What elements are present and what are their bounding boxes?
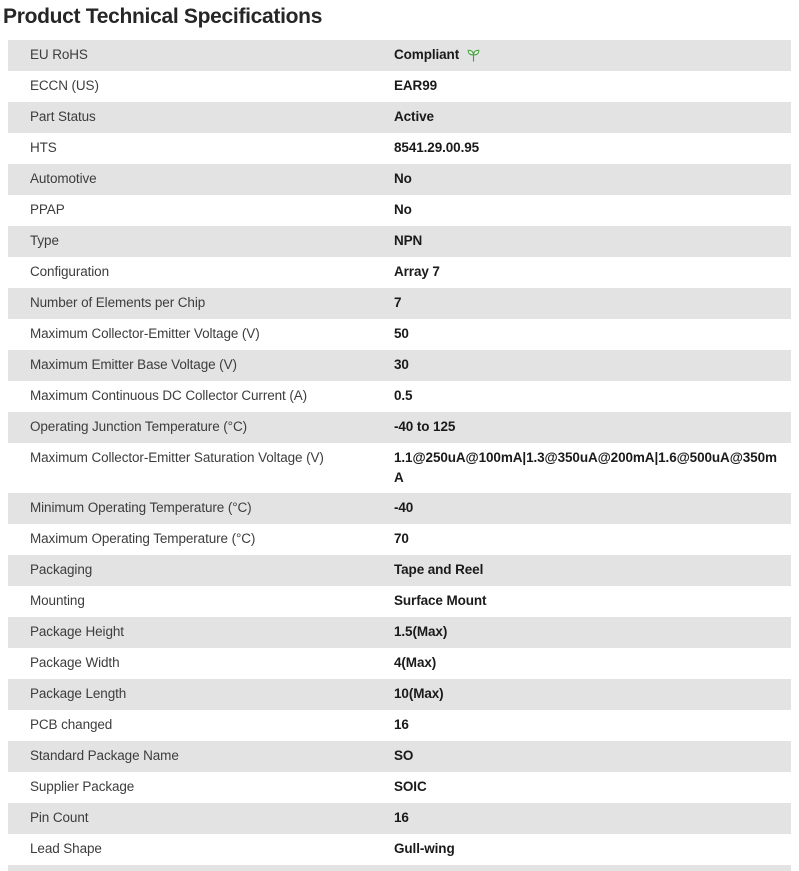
spec-value: NPN xyxy=(394,233,423,248)
table-row xyxy=(8,133,791,164)
spec-value: Surface Mount xyxy=(394,593,487,608)
table-row xyxy=(8,350,791,381)
table-row xyxy=(8,834,791,865)
spec-label: Type xyxy=(30,233,59,248)
table-row xyxy=(8,803,791,834)
page-title: Product Technical Specifications xyxy=(3,5,323,28)
table-row xyxy=(8,493,791,524)
table-row xyxy=(8,524,791,555)
table-row xyxy=(8,71,791,102)
spec-value-cell xyxy=(394,169,791,189)
spec-value-cell xyxy=(394,560,791,580)
spec-value: 1.1@250uA@100mA|1.3@350uA@200mA|1.6@500uA@350mA xyxy=(394,450,777,485)
spec-table xyxy=(8,40,791,865)
spec-value-cell xyxy=(394,839,791,859)
spec-value: 7 xyxy=(394,295,402,310)
table-row xyxy=(8,381,791,412)
table-row xyxy=(8,679,791,710)
spec-label: Maximum Collector-Emitter Saturation Voltage (V) xyxy=(30,450,324,465)
table-row xyxy=(8,226,791,257)
table-row xyxy=(8,648,791,679)
table-row xyxy=(8,195,791,226)
spec-value: 50 xyxy=(394,326,409,341)
spec-value: 70 xyxy=(394,531,409,546)
spec-label: Operating Junction Temperature (°C) xyxy=(30,419,248,434)
spec-label: EU RoHS xyxy=(30,47,88,62)
spec-value-cell xyxy=(394,45,791,65)
spec-value-cell xyxy=(394,76,791,96)
spec-value: 1.5(Max) xyxy=(394,624,448,639)
spec-value: 0.5 xyxy=(394,388,413,403)
spec-label: Package Width xyxy=(30,655,120,670)
spec-value: 16 xyxy=(394,810,409,825)
spec-label: HTS xyxy=(30,140,57,155)
spec-value: SOIC xyxy=(394,779,427,794)
table-row xyxy=(8,443,791,493)
spec-value-cell xyxy=(394,293,791,313)
spec-label: Pin Count xyxy=(30,810,89,825)
spec-label: Part Status xyxy=(30,109,96,124)
table-row xyxy=(8,164,791,195)
spec-value-cell xyxy=(394,324,791,344)
spec-value-cell xyxy=(394,529,791,549)
spec-label: Minimum Operating Temperature (°C) xyxy=(30,500,252,515)
spec-value: Tape and Reel xyxy=(394,562,484,577)
spec-value: 30 xyxy=(394,357,409,372)
spec-label: Number of Elements per Chip xyxy=(30,295,206,310)
spec-value-cell xyxy=(394,777,791,797)
spec-value-cell xyxy=(394,591,791,611)
spec-value-cell xyxy=(394,231,791,251)
table-row xyxy=(8,586,791,617)
spec-value-cell xyxy=(394,715,791,735)
spec-value-cell xyxy=(394,200,791,220)
spec-value-cell xyxy=(394,746,791,766)
spec-value-cell xyxy=(394,808,791,828)
spec-value: No xyxy=(394,202,412,217)
spec-value: 16 xyxy=(394,717,409,732)
spec-label: ECCN (US) xyxy=(30,78,99,93)
table-row xyxy=(8,257,791,288)
spec-value: No xyxy=(394,171,412,186)
spec-value-cell xyxy=(394,262,791,282)
spec-label: Supplier Package xyxy=(30,779,135,794)
table-row xyxy=(8,555,791,586)
spec-value: Array 7 xyxy=(394,264,440,279)
spec-label: Configuration xyxy=(30,264,110,279)
spec-value: 10(Max) xyxy=(394,686,444,701)
partial-next-row xyxy=(8,865,791,871)
spec-value-cell xyxy=(394,448,791,488)
spec-label: Package Length xyxy=(30,686,127,701)
spec-value: Gull-wing xyxy=(394,841,455,856)
table-row xyxy=(8,102,791,133)
table-row xyxy=(8,319,791,350)
spec-value-cell xyxy=(394,622,791,642)
spec-label: Maximum Collector-Emitter Voltage (V) xyxy=(30,326,260,341)
spec-value: -40 xyxy=(394,500,414,515)
spec-value-cell xyxy=(394,355,791,375)
spec-value: -40 to 125 xyxy=(394,419,456,434)
spec-label: Maximum Continuous DC Collector Current (A) xyxy=(30,388,308,403)
spec-value-cell xyxy=(394,386,791,406)
table-row xyxy=(8,40,791,71)
spec-label: Maximum Operating Temperature (°C) xyxy=(30,531,256,546)
table-row xyxy=(8,772,791,803)
spec-label: Package Height xyxy=(30,624,124,639)
spec-label: PCB changed xyxy=(30,717,113,732)
spec-label: Mounting xyxy=(30,593,85,608)
spec-label: Standard Package Name xyxy=(30,748,179,763)
eco-leaf-icon xyxy=(466,48,481,63)
spec-value-cell xyxy=(394,684,791,704)
page-header xyxy=(0,0,799,40)
table-row xyxy=(8,741,791,772)
spec-label: Automotive xyxy=(30,171,97,186)
spec-label: Lead Shape xyxy=(30,841,102,856)
spec-value: 4(Max) xyxy=(394,655,437,670)
spec-value: Active xyxy=(394,109,434,124)
table-row xyxy=(8,288,791,319)
spec-value: Compliant xyxy=(394,47,460,62)
spec-value-cell xyxy=(394,653,791,673)
spec-value-cell xyxy=(394,138,791,158)
table-row xyxy=(8,617,791,648)
table-row xyxy=(8,412,791,443)
spec-label: Maximum Emitter Base Voltage (V) xyxy=(30,357,237,372)
spec-value-cell xyxy=(394,107,791,127)
spec-value: EAR99 xyxy=(394,78,438,93)
spec-value-cell xyxy=(394,417,791,437)
spec-value: SO xyxy=(394,748,414,763)
spec-value-cell xyxy=(394,498,791,518)
spec-label: Packaging xyxy=(30,562,93,577)
table-row xyxy=(8,710,791,741)
spec-value: 8541.29.00.95 xyxy=(394,140,480,155)
spec-label: PPAP xyxy=(30,202,65,217)
